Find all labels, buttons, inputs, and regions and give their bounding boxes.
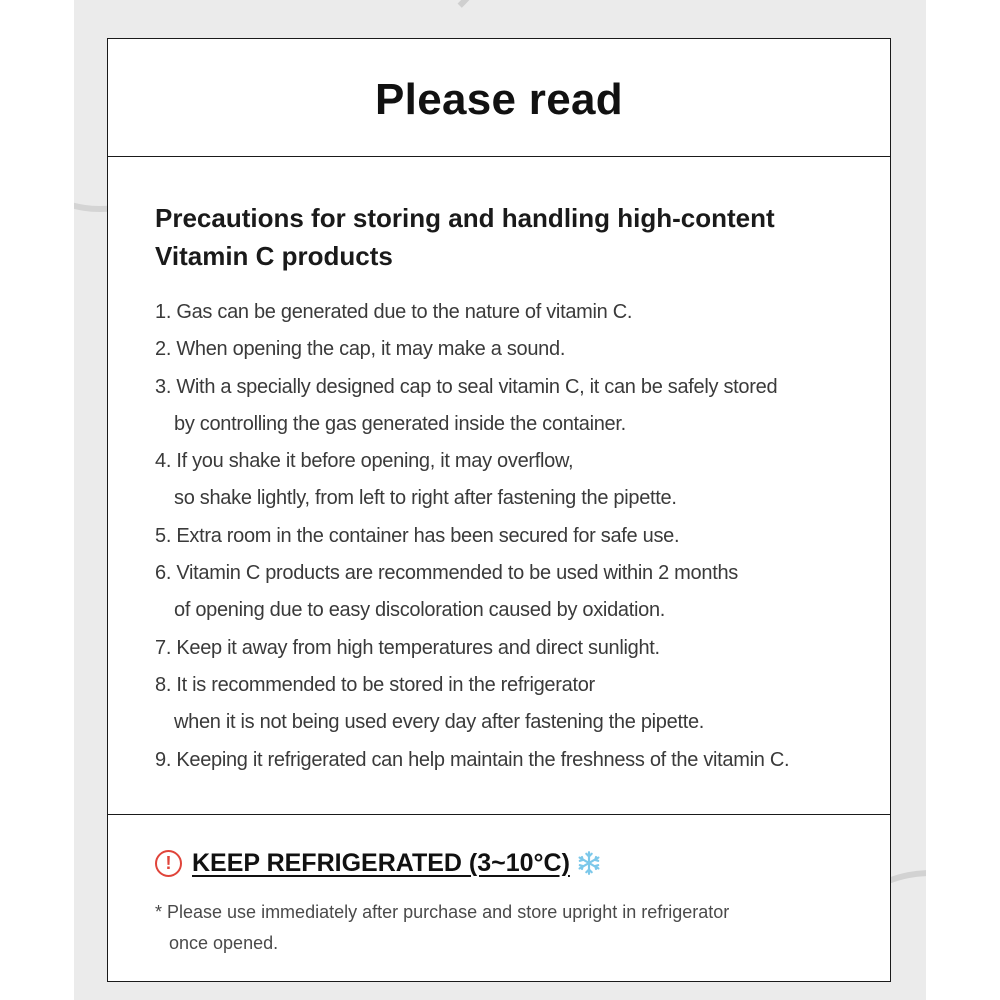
card-header bbox=[108, 39, 890, 157]
precaution-item bbox=[155, 443, 890, 518]
precaution-text: 5. Extra room in the container has been secured for safe use. bbox=[155, 524, 680, 547]
page-title: Please read bbox=[375, 74, 623, 124]
card-footer bbox=[108, 815, 890, 959]
warning-row bbox=[155, 845, 890, 881]
precaution-text-continued: when it is not being used every day after fastening the pipette. bbox=[174, 711, 705, 734]
section-heading bbox=[155, 199, 875, 275]
precaution-list bbox=[155, 294, 890, 779]
precaution-item bbox=[155, 294, 890, 331]
card-body bbox=[108, 157, 890, 815]
storage-note-line: * Please use immediately after purchase and store upright in refrigerator bbox=[155, 902, 730, 922]
precaution-text: 8. It is recommended to be stored in the refrigerator bbox=[155, 673, 595, 696]
precaution-item bbox=[155, 518, 890, 555]
precaution-text: 3. With a specially designed cap to seal vitamin C, it can be safely stored bbox=[155, 375, 778, 398]
snowflake-icon bbox=[576, 850, 602, 876]
precaution-text-continued: so shake lightly, from left to right after fastening the pipette. bbox=[174, 487, 677, 510]
precaution-text: 9. Keeping it refrigerated can help maintain the freshness of the vitamin C. bbox=[155, 748, 790, 771]
exclamation-circle-icon: ! bbox=[155, 850, 182, 877]
precaution-item bbox=[155, 742, 890, 779]
storage-note-line: once opened. bbox=[169, 933, 279, 953]
precaution-text: 1. Gas can be generated due to the nature of vitamin C. bbox=[155, 301, 633, 323]
precaution-item bbox=[155, 667, 890, 742]
precaution-item bbox=[155, 331, 890, 368]
precaution-text: 7. Keep it away from high temperatures and direct sunlight. bbox=[155, 636, 660, 659]
precaution-text: 2. When opening the cap, it may make a sound. bbox=[155, 338, 566, 361]
precaution-item bbox=[155, 630, 890, 667]
precaution-text-continued: of opening due to easy discoloration caused by oxidation. bbox=[174, 599, 666, 622]
refrigeration-warning: KEEP REFRIGERATED (3~10°C) bbox=[192, 848, 570, 877]
section-heading-line: Precautions for storing and handling high-content bbox=[155, 203, 775, 233]
storage-note bbox=[155, 897, 855, 959]
precaution-text: 4. If you shake it before opening, it may overflow, bbox=[155, 450, 574, 473]
notice-card bbox=[107, 38, 891, 982]
precaution-item bbox=[155, 369, 890, 444]
precaution-text-continued: by controlling the gas generated inside the container. bbox=[174, 412, 626, 435]
section-heading-line: Vitamin C products bbox=[155, 241, 393, 271]
precaution-text: 6. Vitamin C products are recommended to be used within 2 months bbox=[155, 562, 738, 585]
precaution-item bbox=[155, 555, 890, 630]
